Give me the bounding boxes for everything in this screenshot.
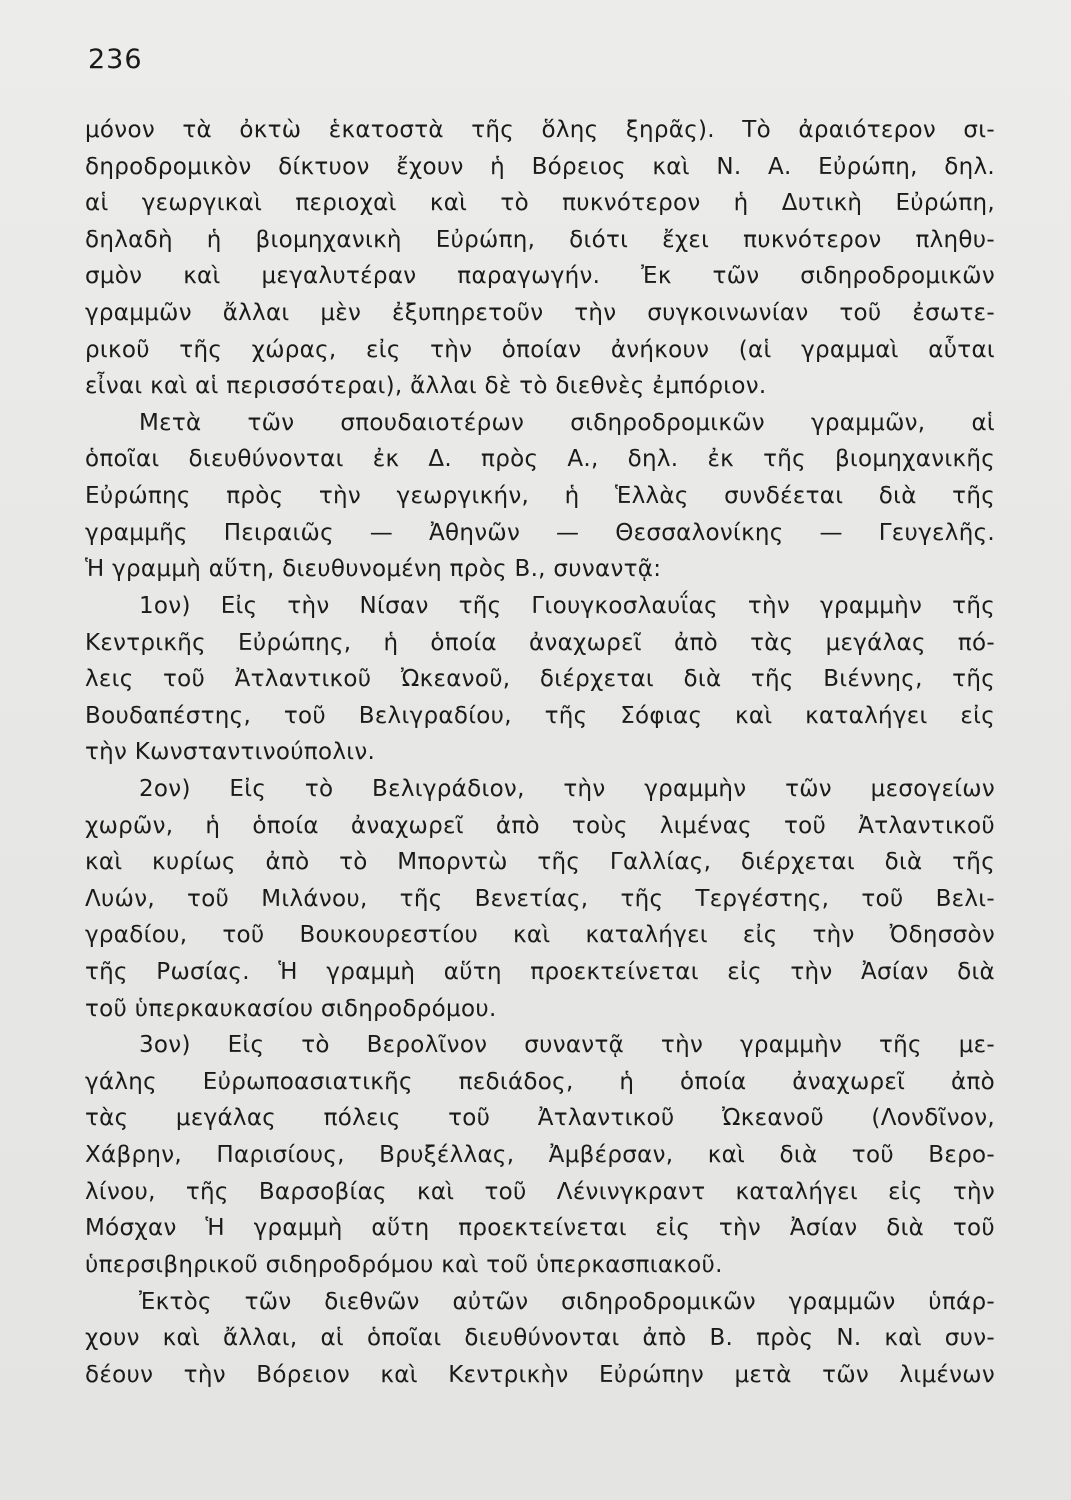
body-text: [85, 112, 995, 1393]
text-line: δέουν τὴν Βόρειον καὶ Κεντρικὴν Εὐρώπην μετὰ τῶν λιμένων: [85, 1361, 995, 1388]
text-line: ὑπερσιβηρικοῦ σιδηροδρόμου καὶ τοῦ ὑπερκασπιακοῦ.: [85, 1251, 723, 1278]
text-line: τὰς μεγάλας πόλεις τοῦ Ἀτλαντικοῦ Ὠκεανοῦ (Λονδῖνον,: [85, 1105, 995, 1132]
text-line: Ἡ γραμμὴ αὕτη, διευθυνομένη πρὸς Β., συναντᾷ:: [85, 556, 662, 583]
text-line: 1ον) Εἰς τὴν Νίσαν τῆς Γιουγκοσλαυΐας τὴν γραμμὴν τῆς: [139, 592, 995, 619]
text-line: Ἐκτὸς τῶν διεθνῶν αὐτῶν σιδηροδρομικῶν γραμμῶν ὑπάρ-: [139, 1288, 995, 1315]
text-line: δηλαδὴ ἡ βιομηχανικὴ Εὐρώπη, διότι ἔχει πυκνότερον πληθυ-: [85, 226, 995, 253]
text-line: 2ον) Εἰς τὸ Βελιγράδιον, τὴν γραμμὴν τῶν μεσογείων: [139, 775, 995, 802]
text-line: λεις τοῦ Ἀτλαντικοῦ Ὠκεανοῦ, διέρχεται διὰ τῆς Βιέννης, τῆς: [85, 666, 995, 693]
text-line: ρικοῦ τῆς χώρας, εἰς τὴν ὁποίαν ἀνήκουν (αἱ γραμμαὶ αὗται: [85, 336, 995, 363]
text-line: καὶ κυρίως ἀπὸ τὸ Μπορντὼ τῆς Γαλλίας, διέρχεται διὰ τῆς: [85, 849, 995, 876]
text-line: εἶναι καὶ αἱ περισσότεραι), ἄλλαι δὲ τὸ διεθνὲς ἐμπόριον.: [85, 373, 767, 400]
text-line: Χάβρην, Παρισίους, Βρυξέλλας, Ἀμβέρσαν, καὶ διὰ τοῦ Βερο-: [85, 1142, 995, 1169]
text-line: αἱ γεωργικαὶ περιοχαὶ καὶ τὸ πυκνότερον ἡ Δυτικὴ Εὐρώπη,: [85, 190, 995, 217]
text-line: τὴν Κωνσταντινούπολιν.: [85, 739, 376, 766]
text-line: σμὸν καὶ μεγαλυτέραν παραγωγήν. Ἐκ τῶν σιδηροδρομικῶν: [85, 263, 995, 290]
text-line: γάλης Εὐρωποασιατικῆς πεδιάδος, ἡ ὁποία ἀναχωρεῖ ἀπὸ: [85, 1068, 995, 1095]
text-line: γραδίου, τοῦ Βουκουρεστίου καὶ καταλήγει εἰς τὴν Ὀδησσὸν: [85, 922, 995, 949]
text-line: χωρῶν, ἡ ὁποία ἀναχωρεῖ ἀπὸ τοὺς λιμένας τοῦ Ἀτλαντικοῦ: [85, 812, 995, 839]
text-line: χουν καὶ ἄλλαι, αἱ ὁποῖαι διευθύνονται ἀπὸ Β. πρὸς Ν. καὶ συν-: [85, 1325, 995, 1352]
text-line: Μετὰ τῶν σπουδαιοτέρων σιδηροδρομικῶν γραμμῶν, αἱ: [139, 409, 995, 436]
page-number: 236: [88, 44, 143, 75]
text-line: γραμμῆς Πειραιῶς — Ἀθηνῶν — Θεσσαλονίκης — Γευγελῆς.: [85, 519, 995, 546]
text-line: δηροδρομικὸν δίκτυον ἔχουν ἡ Βόρειος καὶ Ν. Α. Εὐρώπη, δηλ.: [85, 153, 995, 180]
text-line: Βουδαπέστης, τοῦ Βελιγραδίου, τῆς Σόφιας καὶ καταλήγει εἰς: [85, 702, 995, 729]
text-line: τοῦ ὑπερκαυκασίου σιδηροδρόμου.: [85, 995, 497, 1022]
text-line: μόνον τὰ ὀκτὼ ἑκατοστὰ τῆς ὅλης ξηρᾶς). Τὸ ἀραιότερον σι-: [85, 117, 995, 143]
text-line: Λυών, τοῦ Μιλάνου, τῆς Βενετίας, τῆς Τεργέστης, τοῦ Βελι-: [85, 885, 995, 912]
text-line: Εὐρώπης πρὸς τὴν γεωργικήν, ἡ Ἑλλὰς συνδέεται διὰ τῆς: [85, 483, 995, 510]
text-line: ὁποῖαι διευθύνονται ἐκ Δ. πρὸς Α., δηλ. ἐκ τῆς βιομηχανικῆς: [85, 446, 995, 473]
text-line: 3ον) Εἰς τὸ Βερολῖνον συναντᾷ τὴν γραμμὴν τῆς με-: [139, 1032, 995, 1059]
text-line: Κεντρικῆς Εὐρώπης, ἡ ὁποία ἀναχωρεῖ ἀπὸ τὰς μεγάλας πό-: [85, 629, 995, 656]
text-line: λίνου, τῆς Βαρσοβίας καὶ τοῦ Λένινγκραντ καταλήγει εἰς τὴν: [85, 1178, 995, 1205]
text-line: Μόσχαν Ἡ γραμμὴ αὕτη προεκτείνεται εἰς τὴν Ἀσίαν διὰ τοῦ: [85, 1215, 995, 1242]
text-line: γραμμῶν ἄλλαι μὲν ἐξυπηρετοῦν τὴν συγκοινωνίαν τοῦ ἐσωτε-: [85, 300, 995, 327]
text-line: τῆς Ρωσίας. Ἡ γραμμὴ αὕτη προεκτείνεται εἰς τὴν Ἀσίαν διὰ: [85, 959, 995, 986]
